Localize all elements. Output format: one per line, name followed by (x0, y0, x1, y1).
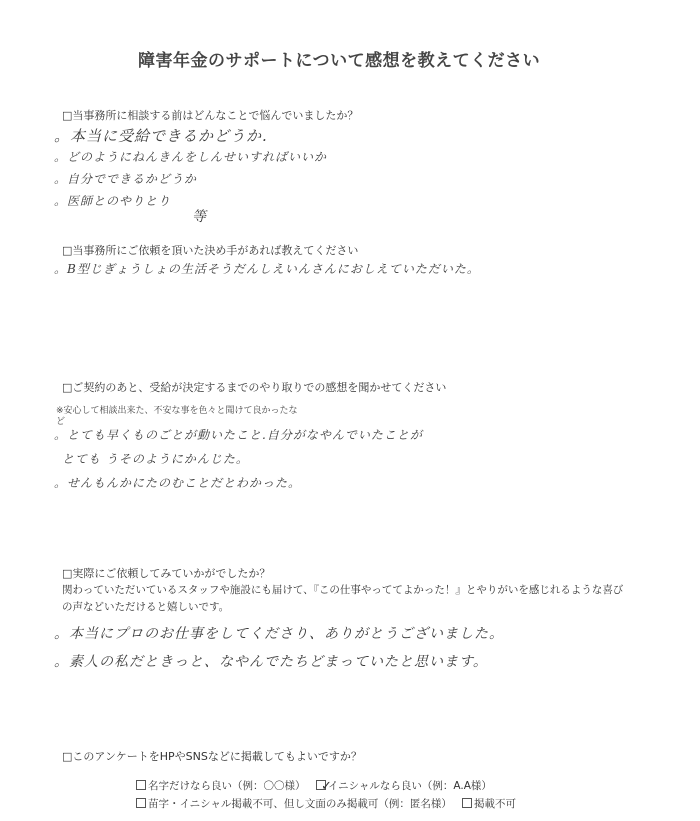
question-4-text-1: 関わっていただいているスタッフや施設にも届けて、『この仕事やっててよかった！』とやりがいを感じれるような喜び (62, 584, 624, 596)
option-initials[interactable]: イニシャルなら良い（例：A.A様） (316, 778, 492, 793)
answer-1-4: 。医師とのやりとり (54, 194, 172, 208)
question-5: □このアンケートをHPやSNSなどに掲載してもよいですか？ (62, 750, 362, 763)
answer-3-3: 。せんもんかにたのむことだとわかった。 (54, 476, 302, 490)
option-text-only[interactable]: 苗字・イニシャル掲載不可、但し文面のみ掲載可（例：匿名様） (136, 796, 452, 811)
answer-1-1: 。本当に受給できるかどうか. (54, 127, 268, 145)
question-2: □当事務所にご依頼を頂いた決め手があれば教えてください (62, 244, 359, 257)
answer-3-1: 。とても早くものごとが動いたこと.自分がなやんでいたことが (54, 428, 423, 442)
checkbox-no-publish[interactable] (462, 798, 472, 808)
question-3-note: ※安心して相談出来た、不安な事を色々と聞けて良かったな (56, 406, 298, 416)
answer-1-2: 。どのようにねんきんをしんせいすればいいか (54, 150, 328, 164)
question-4-text-2: の声などいただけると嬉しいです。 (62, 601, 230, 613)
option-no-publish[interactable]: 掲載不可 (462, 796, 516, 811)
answer-4-2: 。素人の私だときっと、なやんでたちどまっていたと思います。 (54, 654, 488, 670)
answer-1-3: 。自分でできるかどうか (54, 172, 198, 186)
question-1: □当事務所に相談する前はどんなことで悩んでいましたか？ (62, 109, 359, 122)
answer-2-1: 。B型じぎょうしょの生活そうだんしえいんさんにおしえていただいた。 (54, 262, 480, 276)
page-title: 障害年金のサポートについて感想を教えてください (138, 51, 541, 71)
question-3: □ご契約のあと、受給が決定するまでのやり取りでの感想を聞かせてください (62, 381, 447, 394)
answer-4-1: 。本当にプロのお仕事をしてくださり、ありがとうございました。 (54, 626, 504, 642)
question-4: □実際にご依頼してみていかがでしたか？ (62, 567, 271, 580)
question-3-note-2: ど (56, 417, 66, 427)
answer-3-2: とても うそのようにかんじた。 (62, 452, 249, 466)
checkmark-icon: ✓ (321, 779, 332, 794)
checkbox-text-only[interactable] (136, 798, 146, 808)
option-surname-only[interactable]: 名字だけなら良い（例：〇〇様） (136, 778, 306, 793)
checkbox-surname-only[interactable] (136, 780, 146, 790)
answer-1-extra: 等 (192, 209, 207, 225)
